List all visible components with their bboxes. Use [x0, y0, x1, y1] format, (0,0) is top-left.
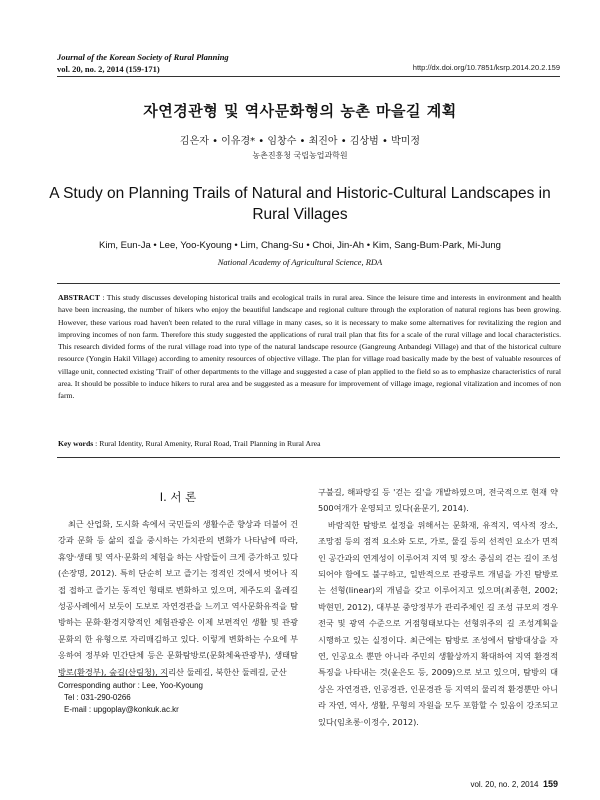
- page-footer: [470, 779, 558, 789]
- journal-name: Journal of the Korean Society of Rural Planning: [57, 52, 229, 62]
- corresponding-author: Corresponding author : Lee, Yoo-Kyoung: [58, 681, 203, 690]
- header-rule: [57, 76, 560, 77]
- title-english: A Study on Planning Trails of Natural and Historic-Cultural Landscapes in Rural Villages: [49, 185, 551, 223]
- title-korean: 자연경관형 및 역사문화형의 농촌 마을길 계획: [143, 102, 457, 120]
- paragraph: 바람직한 탐방로 설정을 위해서는 문화재, 유적지, 역사적 장소, 조망점 등의 점적 요소와 도로, 가로, 물길 등의 선적인 요소가 면적인 공간과의 연계성이 이루어져 지역 및 장소 중심의 걷는 길이 조성되어야 함에도 불구하고, 일반적으로 관광루트 개념을 가진 탐방로는 선형(linear)의 개념을 갖고 이루어지고 있으며(최종현, 2002; 박현민, 2012), 대부분 중앙정부가 관리주체인 길 조성 규모의 경우 전국 및 광역 수준으로 거점형태보다는 선형위주의 길 조성계획을 시행하고 있는 실정이다. 최근에는 탐방로 조성에서 탐방대상을 자연, 인공요소 뿐만 아니라 주민의 생활상까지 확대하여 지역 환경적 특징을 나타내는 것(윤은도 등, 2009)으로 보고 있으며, 탐방의 대상은 자연경관, 인공경관, 인문경관 등 지역의 물리적 환경뿐만 아니라 자연, 역사, 생활, 무형의 자원을 모두 포함할 수 있음이 강조되고 있다(임초롱·이정수, 2012).: [318, 519, 558, 727]
- body-column-left: [58, 516, 298, 680]
- abstract-label: ABSTRACT: [58, 293, 100, 302]
- section-heading: Ⅰ. 서 론: [159, 490, 197, 504]
- abstract-text: : This study discusses developing historical trails and ecological trails in rural area. Since the leisure time and interests in environment and health have been increasing, the number of hikers who enjoy the beautiful landscape and regional culture through the exploration of natural regions has been growing. However, these various road haven't been related to the rural village in many cases, so it is necessary to make some alternatives for revitalizing the region and improving incomes of non farm. Therefore this study suggested the applications of rural trail plan that fits for a scale of the rural village and local characteristics. This research divided forms of the rural village road into type of the natural landscape resource (Gangreung Anbandegi Village) and that of the historical culture resource (Yongin Hakil Village) according to amenity resources of objective village. The plan for village road basically made by the best of valuable resources of village unit, connected existing 'Trail' of other departments to the village and suggested a case of plan applied to the field so as to emphasize characteristics of rural area. It should be possible to induce hikers to rural area and be suggested as a measure for improvement of village image, regional vitalization and incomes of non farm.: [58, 293, 561, 401]
- affiliation-korean: 농촌진흥청 국립농업과학원: [252, 151, 348, 160]
- keywords-text: : Rural Identity, Rural Amenity, Rural Road, Trail Planning in Rural Area: [93, 439, 321, 448]
- body-column-right: [318, 484, 558, 730]
- corresponding-author-note: [58, 680, 203, 716]
- corresponding-email[interactable]: E-mail : upgoplay@konkuk.ac.kr: [64, 705, 179, 714]
- paragraph: 최근 산업화, 도시화 속에서 국민들의 생활수준 향상과 더불어 건강과 문화 등 삶의 질을 중시하는 가치관의 변화가 나타남에 따라, 휴양·생태 및 역사·문화의 체험을 하는 사람들이 크게 증가하고 있다(손장명, 2012). 특히 단순히 보고 즐기는 정적인 것에서 벗어나 직접 접하고 즐기는 동적인 형태로 변화하고 있으며, 제주도의 올레길 성공사례에서 보듯이 도보로 자연경관을 느끼고 역사문화유적을 탐방하는 문화·환경지향적인 체험관광은 이제 보편적인 생활 및 관광문화의 한 유형으로 자리매김하고 있다. 이렇게 변화하는 수요에 부응하여 정부와 민간단체 등은 문화탐방로(문화체육관광부), 생태탐방로(환경부), 숲길(산림청), 지리산 둘레길, 북한산 둘레길, 군산: [58, 519, 298, 677]
- corresponding-tel: Tel : 031-290-0266: [64, 693, 131, 702]
- page-number: 159: [542, 779, 558, 789]
- authors-korean: 김은자 • 이유경* • 임창수 • 최진아 • 김상범 • 박미정: [179, 136, 421, 147]
- journal-header: [57, 51, 229, 75]
- keywords-bottom-rule: [57, 457, 560, 458]
- keywords-label: Key words: [58, 439, 94, 448]
- abstract-top-rule: [57, 283, 560, 284]
- footnote-separator: [58, 676, 168, 677]
- abstract: [58, 292, 561, 403]
- footer-volume: vol. 20, no. 2, 2014: [470, 780, 539, 789]
- affiliation-english: National Academy of Agricultural Science, RDA: [217, 257, 383, 267]
- doi-link[interactable]: http://dx.doi.org/10.7851/ksrp.2014.20.2.159: [412, 63, 560, 72]
- authors-english: Kim, Eun-Ja • Lee, Yoo-Kyoung • Lim, Chang-Su • Choi, Jin-Ah • Kim, Sang-Bum·Park, Mi-Jung: [99, 240, 501, 251]
- journal-volume: vol. 20, no. 2, 2014 (159-171): [57, 64, 160, 74]
- paragraph-continued: 구불길, 해파랑길 등 '걷는 길'을 개발하였으며, 전국적으로 현재 약 500여개가 운영되고 있다(윤문기, 2014).: [318, 487, 558, 514]
- keywords: [58, 439, 561, 448]
